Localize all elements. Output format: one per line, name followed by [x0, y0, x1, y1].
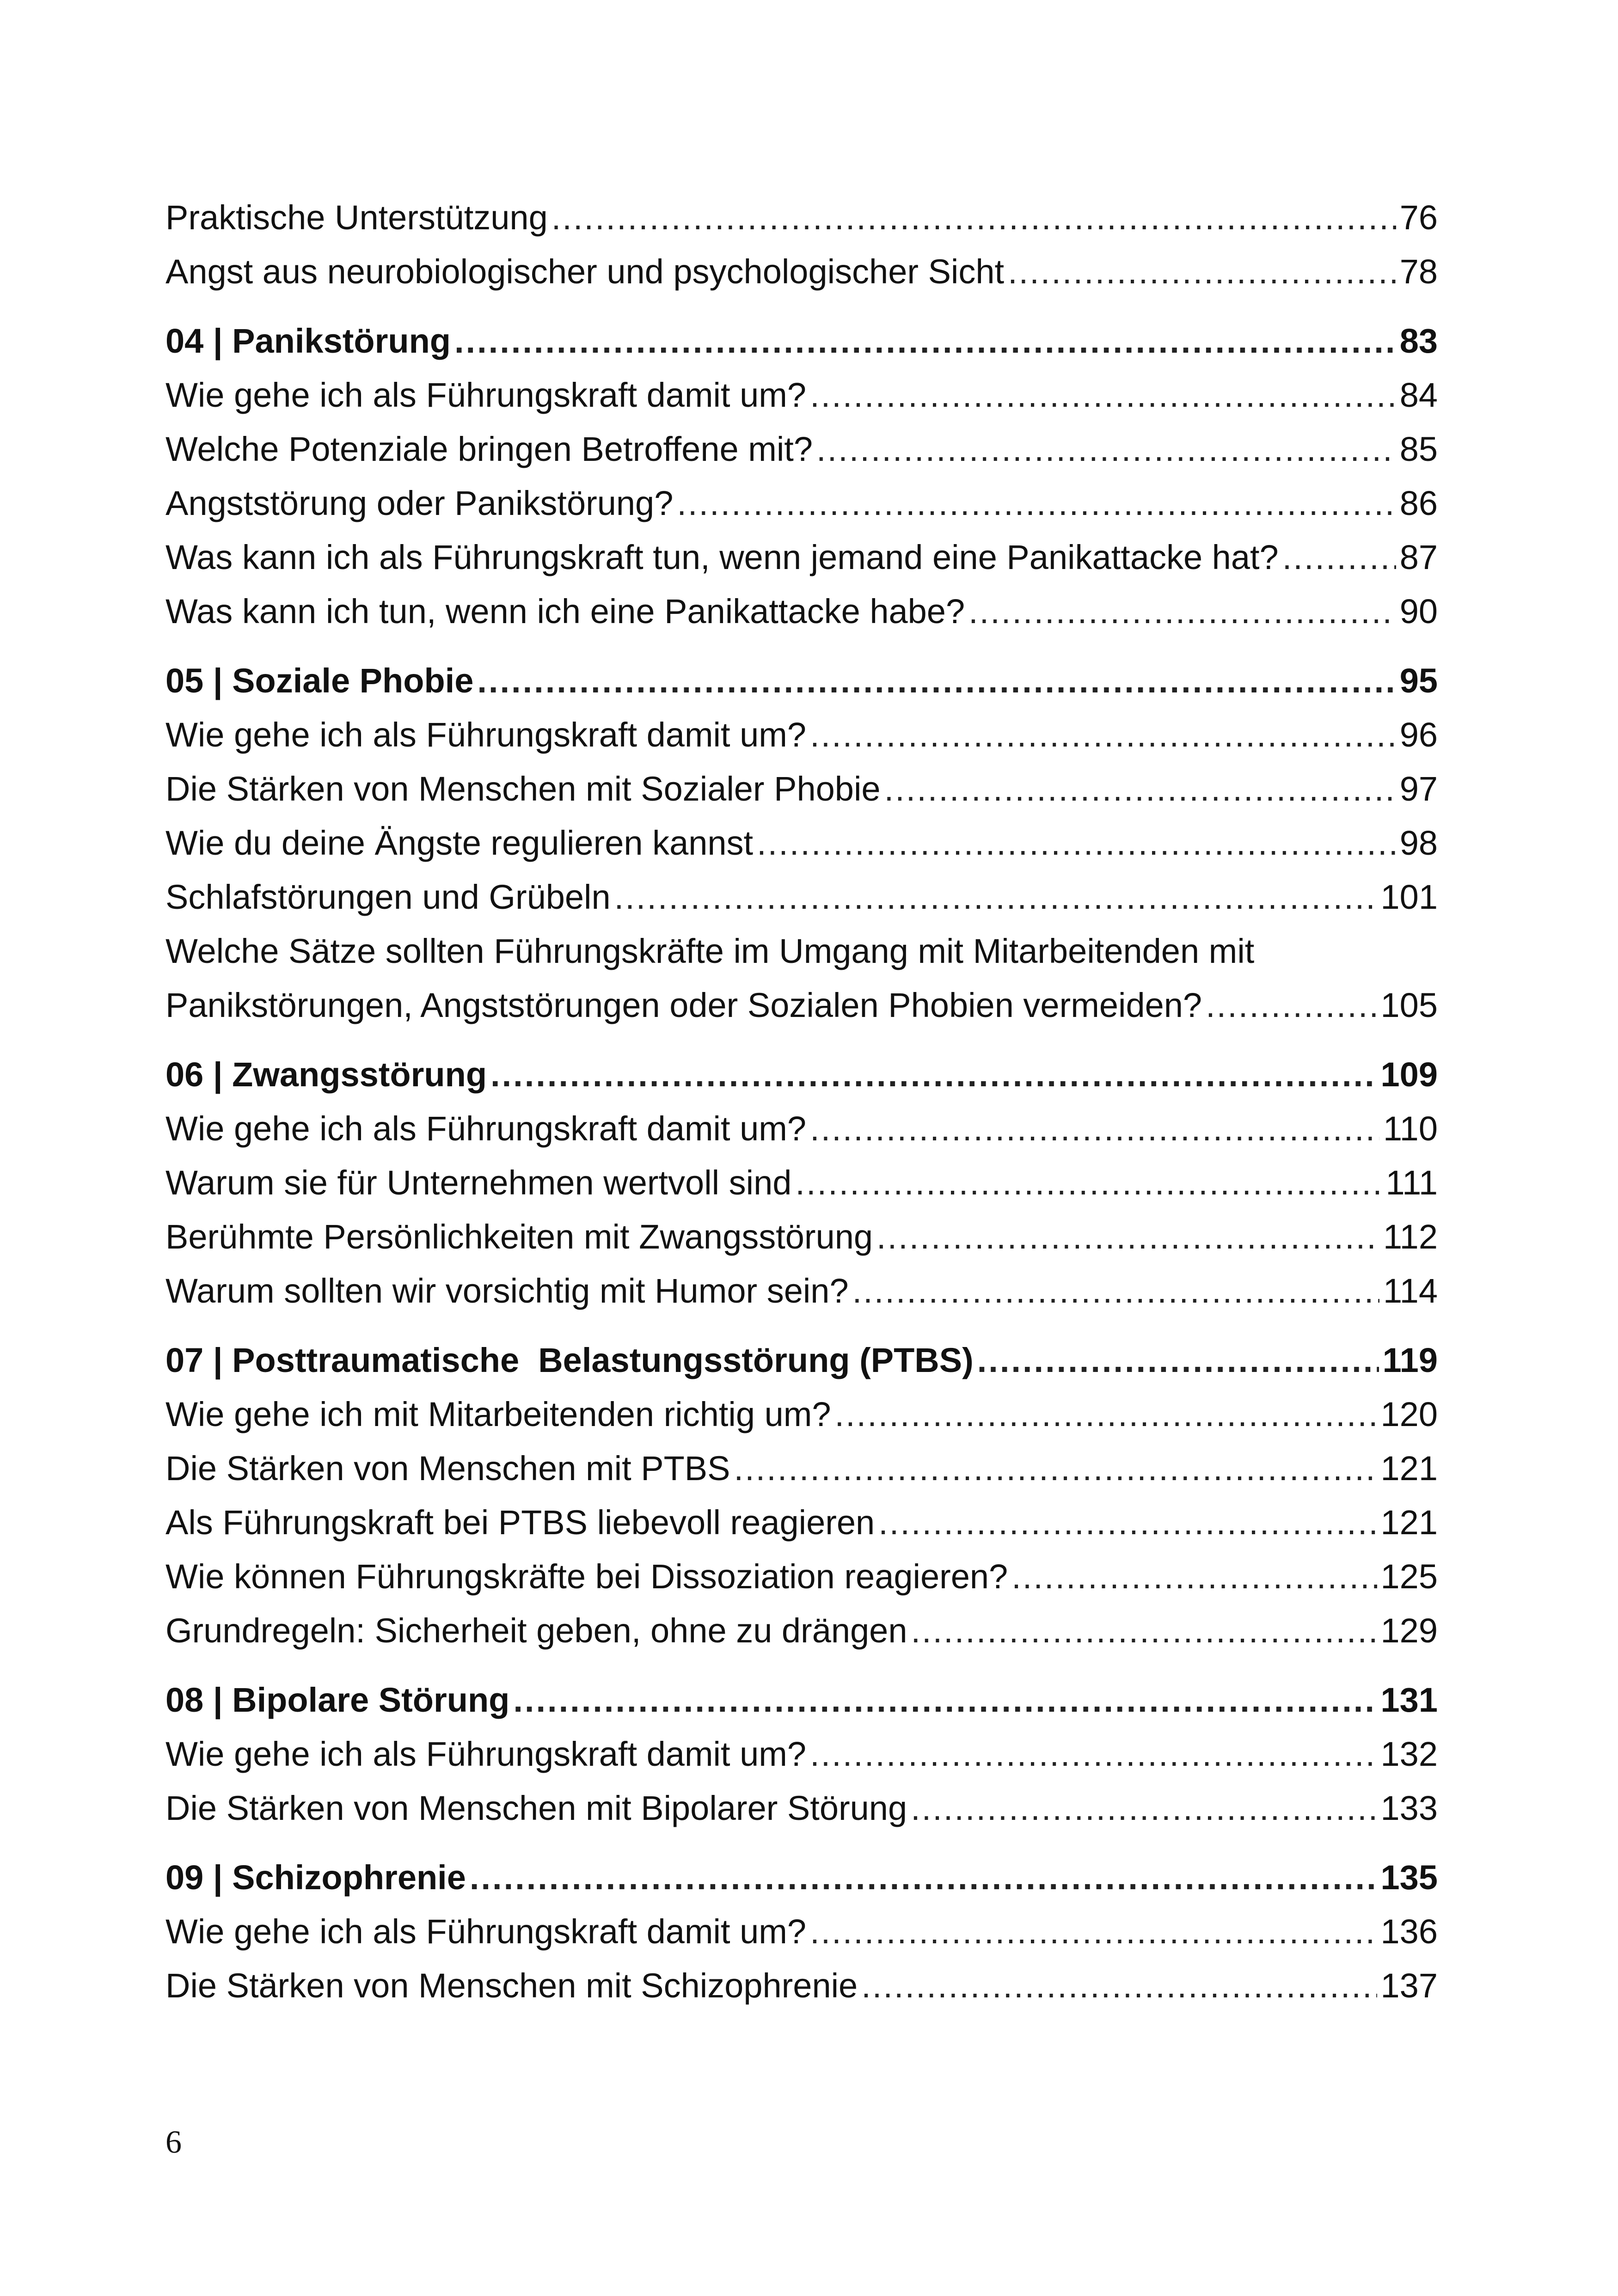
toc-entry-page: 121 — [1380, 1449, 1438, 1488]
toc-entry[interactable] — [165, 978, 1438, 1032]
toc-entry[interactable] — [165, 1156, 1438, 1210]
dot-leader — [1282, 530, 1396, 584]
toc-entry[interactable] — [165, 816, 1438, 870]
dot-leader — [757, 816, 1396, 870]
dot-leader — [816, 422, 1396, 476]
toc-entry-page: 114 — [1383, 1272, 1438, 1310]
toc-entry-page: 90 — [1399, 592, 1438, 631]
toc-entry-page: 98 — [1399, 824, 1438, 862]
toc-chapter-title: 05 | Soziale Phobie — [165, 661, 474, 700]
toc-entry-title: Wie du deine Ängste regulieren kannst — [165, 824, 754, 862]
toc-entry[interactable] — [165, 762, 1438, 816]
toc-entry-page: 136 — [1380, 1912, 1438, 1951]
toc-entry-page: 97 — [1399, 770, 1438, 808]
toc-entry-page: 86 — [1399, 484, 1438, 522]
toc-entry-page: 125 — [1380, 1557, 1438, 1596]
dot-leader — [861, 1959, 1377, 2013]
toc-entry-title: Angst aus neurobiologischer und psychologischer Sicht — [165, 252, 1005, 291]
toc-chapter-page: 135 — [1380, 1858, 1438, 1897]
toc-chapter[interactable] — [165, 1047, 1438, 1102]
toc-entry-page: 133 — [1380, 1789, 1438, 1827]
toc-entry[interactable] — [165, 1210, 1438, 1264]
toc-entry-title: Wie gehe ich mit Mitarbeitenden richtig um? — [165, 1395, 831, 1433]
dot-leader — [614, 870, 1377, 924]
dot-leader — [884, 762, 1396, 816]
toc-entry-title: Die Stärken von Menschen mit Schizophrenie — [165, 1966, 858, 2005]
toc-entry[interactable] — [165, 368, 1438, 422]
toc-entry-title: Grundregeln: Sicherheit geben, ohne zu drängen — [165, 1611, 907, 1650]
dot-leader — [454, 314, 1396, 368]
dot-leader — [795, 1156, 1382, 1210]
toc-entry-page: 132 — [1380, 1735, 1438, 1773]
toc-entry-title: Welche Potenziale bringen Betroffene mit? — [165, 430, 813, 468]
toc-entry[interactable] — [165, 708, 1438, 762]
toc-entry-title: Wie gehe ich als Führungskraft damit um? — [165, 1109, 807, 1148]
dot-leader — [470, 1850, 1377, 1904]
dot-leader — [477, 654, 1396, 708]
toc-entry-page: 84 — [1399, 376, 1438, 414]
toc-entry[interactable] — [165, 1604, 1438, 1658]
toc-chapter-title: 07 | Posttraumatische Belastungsstörung (PTBS) — [165, 1341, 974, 1379]
dot-leader — [734, 1441, 1377, 1495]
toc-entry-page: 129 — [1380, 1611, 1438, 1650]
dot-leader — [552, 190, 1396, 245]
toc-chapter-page: 95 — [1399, 661, 1438, 700]
toc-entry-page: 137 — [1380, 1966, 1438, 2005]
toc-entry-page: 96 — [1399, 716, 1438, 754]
toc-entry[interactable] — [165, 1959, 1438, 2013]
toc-entry-page: 110 — [1383, 1109, 1438, 1148]
toc-entry-title: Praktische Unterstützung — [165, 198, 548, 237]
toc-entry[interactable] — [165, 1549, 1438, 1604]
toc-entry-title-line1: Welche Sätze sollten Führungskräfte im Umgang mit Mitarbeitenden mit — [165, 932, 1255, 970]
toc-chapter[interactable] — [165, 1850, 1438, 1904]
toc-entry-page: 76 — [1399, 198, 1438, 237]
toc-entry-title: Angststörung oder Panikstörung? — [165, 484, 674, 522]
toc-entry[interactable] — [165, 1264, 1438, 1318]
dot-leader — [810, 708, 1396, 762]
dot-leader — [977, 1333, 1379, 1387]
dot-leader — [1206, 978, 1377, 1032]
toc-chapter-page: 83 — [1399, 322, 1438, 360]
toc-chapter-title: 04 | Panikstörung — [165, 322, 451, 360]
toc-entry-page: 85 — [1399, 430, 1438, 468]
dot-leader — [911, 1781, 1377, 1835]
toc-entry-page: 112 — [1383, 1218, 1438, 1256]
toc-entry-title: Wie gehe ich als Führungskraft damit um? — [165, 1735, 807, 1773]
toc-entry-title: Warum sollten wir vorsichtig mit Humor sein? — [165, 1272, 849, 1310]
toc-entry-title: Wie können Führungskräfte bei Dissoziation reagieren? — [165, 1557, 1008, 1596]
dot-leader — [810, 1727, 1377, 1781]
toc-entry[interactable] — [165, 1441, 1438, 1495]
toc-entry[interactable] — [165, 530, 1438, 584]
toc-entry-line[interactable] — [165, 924, 1438, 978]
toc-entry-title: Die Stärken von Menschen mit Sozialer Phobie — [165, 770, 881, 808]
toc-entry[interactable] — [165, 1781, 1438, 1835]
dot-leader — [835, 1387, 1377, 1441]
toc-entry-page: 111 — [1385, 1163, 1438, 1202]
page-number: 6 — [165, 2125, 182, 2160]
toc-entry[interactable] — [165, 190, 1438, 245]
toc-chapter-page: 131 — [1380, 1681, 1438, 1719]
toc-chapter[interactable] — [165, 654, 1438, 708]
toc-entry[interactable] — [165, 584, 1438, 638]
dot-leader — [490, 1047, 1377, 1102]
toc-chapter[interactable] — [165, 314, 1438, 368]
dot-leader — [911, 1604, 1377, 1658]
toc-entry-page: 87 — [1399, 538, 1438, 576]
dot-leader — [878, 1495, 1377, 1549]
dot-leader — [810, 1102, 1379, 1156]
toc-chapter[interactable] — [165, 1333, 1438, 1387]
toc-entry-title: Wie gehe ich als Führungskraft damit um? — [165, 716, 807, 754]
dot-leader — [968, 584, 1396, 638]
toc-entry[interactable] — [165, 1904, 1438, 1959]
toc-entry-title: Die Stärken von Menschen mit PTBS — [165, 1449, 730, 1488]
toc-entry[interactable] — [165, 245, 1438, 299]
dot-leader — [810, 368, 1396, 422]
toc-chapter-title: 06 | Zwangsstörung — [165, 1055, 487, 1094]
toc-entry[interactable] — [165, 422, 1438, 476]
dot-leader — [1008, 245, 1396, 299]
toc-entry-title: Berühmte Persönlichkeiten mit Zwangsstörung — [165, 1218, 873, 1256]
toc-entry-title: Was kann ich tun, wenn ich eine Panikattacke habe? — [165, 592, 965, 631]
toc-entry-title: Was kann ich als Führungskraft tun, wenn jemand eine Panikattacke hat? — [165, 538, 1279, 576]
toc-chapter-title: 08 | Bipolare Störung — [165, 1681, 510, 1719]
toc-entry-title: Schlafstörungen und Grübeln — [165, 878, 611, 916]
toc-entry[interactable] — [165, 1387, 1438, 1441]
toc-entry-title: Als Führungskraft bei PTBS liebevoll reagieren — [165, 1503, 875, 1542]
toc-chapter-title: 09 | Schizophrenie — [165, 1858, 466, 1897]
dot-leader — [852, 1264, 1379, 1318]
toc-entry-page: 78 — [1399, 252, 1438, 291]
toc-entry-page: 101 — [1380, 878, 1438, 916]
toc-entry[interactable] — [165, 1495, 1438, 1549]
toc-entry[interactable] — [165, 1727, 1438, 1781]
dot-leader — [513, 1673, 1377, 1727]
dot-leader — [876, 1210, 1379, 1264]
toc-entry-title: Die Stärken von Menschen mit Bipolarer Störung — [165, 1789, 907, 1827]
dot-leader — [810, 1904, 1377, 1959]
toc-entry-title: Wie gehe ich als Führungskraft damit um? — [165, 376, 807, 414]
toc-entry-title: Wie gehe ich als Führungskraft damit um? — [165, 1912, 807, 1951]
toc-chapter[interactable] — [165, 1673, 1438, 1727]
toc-entry[interactable] — [165, 870, 1438, 924]
dot-leader — [677, 476, 1396, 530]
dot-leader — [1011, 1549, 1377, 1604]
toc-entry-title: Warum sie für Unternehmen wertvoll sind — [165, 1163, 792, 1202]
toc-entry-page: 120 — [1380, 1395, 1438, 1433]
toc-entry-title-line2: Panikstörungen, Angststörungen oder Sozialen Phobien vermeiden? — [165, 986, 1202, 1024]
toc-entry-page: 121 — [1380, 1503, 1438, 1542]
toc-entry-page: 105 — [1380, 986, 1438, 1024]
toc-chapter-page: 109 — [1380, 1055, 1438, 1094]
table-of-contents — [165, 190, 1438, 2013]
toc-chapter-page: 119 — [1382, 1341, 1438, 1379]
toc-entry[interactable] — [165, 1102, 1438, 1156]
toc-entry[interactable] — [165, 476, 1438, 530]
